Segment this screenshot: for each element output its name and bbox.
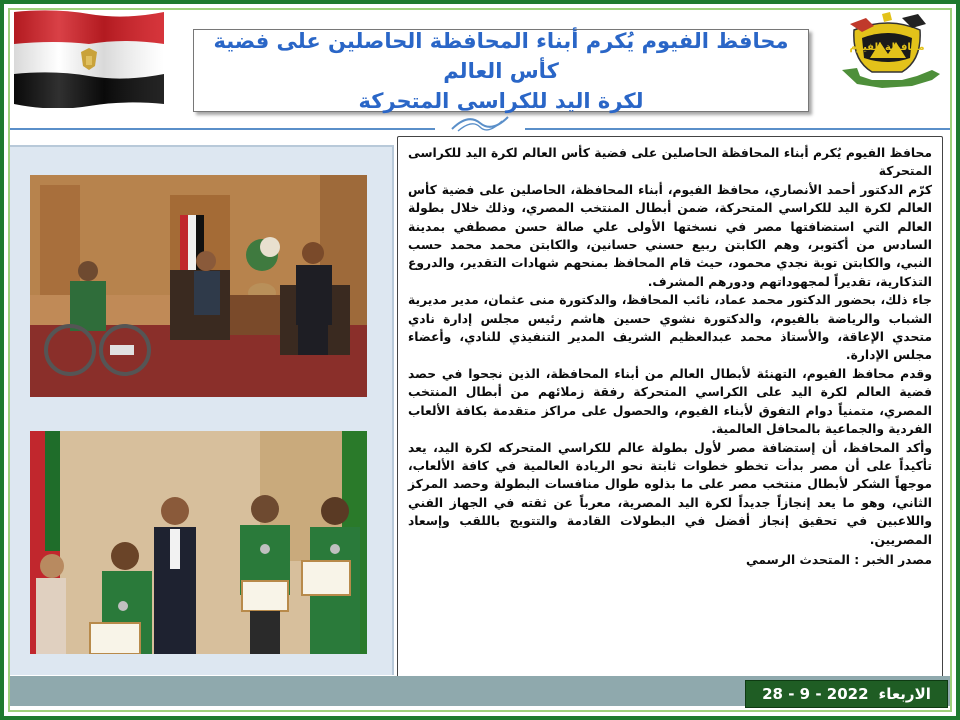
divider-right	[525, 128, 950, 130]
date-day: الاربعاء	[878, 685, 931, 703]
date-value: 28 - 9 - 2022	[762, 685, 869, 703]
article-paragraph: محافظ الفيوم يُكرم أبناء المحافظة الحاصلين على فضية كأس العالم لكرة اليد للكراسى المتحركة	[408, 146, 932, 179]
meeting-photo	[30, 175, 367, 397]
article-paragraph: جاء ذلك، بحضور الدكتور محمد عماد، نائب المحافظ، والدكتورة منى عثمان، مدير مديرية الشباب والرياضة بالفيوم، والدكتورة نشوي حسين هاشم رئيس مجلس إدارة نادي متحدي الإعاقة، والأستاذ محمد عبدالعظيم الشريف المدير التنفيذي للنادي، وأعضاء مجلس الإدارة.	[408, 293, 932, 363]
article-paragraph: وقدم محافظ الفيوم، التهنئة لأبطال العالم من أبناء المحافظة، الذين نجحوا في حصد فضية العالم لكرة اليد على الكراسي المتحركة رفقة زملائهم من أبطال المنتخب المصري، متمنياً دوام التفوق لأبناء الفيوم، والحصول على مراكز متقدمة بكافة الألعاب الفردية والجماعية بالمحافل العالمية.	[408, 366, 932, 437]
news-source	[408, 551, 932, 569]
date-box	[745, 680, 948, 708]
egypt-flag-icon	[14, 8, 164, 108]
article-text	[397, 136, 943, 684]
ornament-swirl-icon	[448, 109, 512, 139]
news-source-value: المتحدث الرسمي	[745, 552, 850, 567]
honoree-group-photo	[30, 431, 367, 654]
article-paragraph: وأكد المحافظ، أن إستضافة مصر لأول بطولة عالم للكراسي المتحركه لكرة اليد، يعد تأكيداً على أن مصر بدأت تخطو خطوات ثابتة نحو الريادة العالمية في كافة الألعاب، موجهاً الشكر لأبطال منتخب مصر على ما بذلوه طوال منافسات البطولة وحصد المركز الثاني، وهو ما يعد إنجازاً جديداً لكرة اليد المصرية، معرباً عن ثقته في الجهاز الفني واللاعبين في تحقيق إنجاز أفضل في البطولات القادمة والتتويج باللقب وإسعاد المصريين.	[408, 440, 932, 547]
headline-line-1: محافظ الفيوم يُكرم أبناء المحافظة الحاصلين على فضية كأس العالم	[213, 28, 789, 83]
logo-text: محافظة الفيوم	[849, 42, 925, 53]
governorate-logo-icon	[832, 10, 944, 105]
headline-line-2: لكرة اليد للكراسى المتحركة	[358, 88, 644, 113]
headline	[206, 26, 796, 116]
news-source-label: مصدر الخبر :	[854, 552, 932, 567]
article-paragraph: كرّم الدكتور أحمد الأنصاري، محافظ الفيوم، أبناء المحافظة، الحاصلين على فضية كأس العالم لكرة اليد للكراسي المتحركة، ضمن أبطال المنتخب المصري، وذلك خلال بطولة العالم التي استضافتها مصر في نسختها الأولى علي صالة حسن مصطفي بمدينة السادس من أكتوبر، وهم الكابتن ربيع حسني حسانين، والكابتن محمد محمد حسب النبي، والكابتن توبة نجدي محمود، حيث قام المحافظ بمنحهم شهادات التقدير، والدروع التذكارية، تقديراً لمجهوداتهم ودورهم المشرف.	[408, 182, 932, 289]
headline-box	[193, 29, 809, 112]
divider-left	[10, 128, 435, 130]
